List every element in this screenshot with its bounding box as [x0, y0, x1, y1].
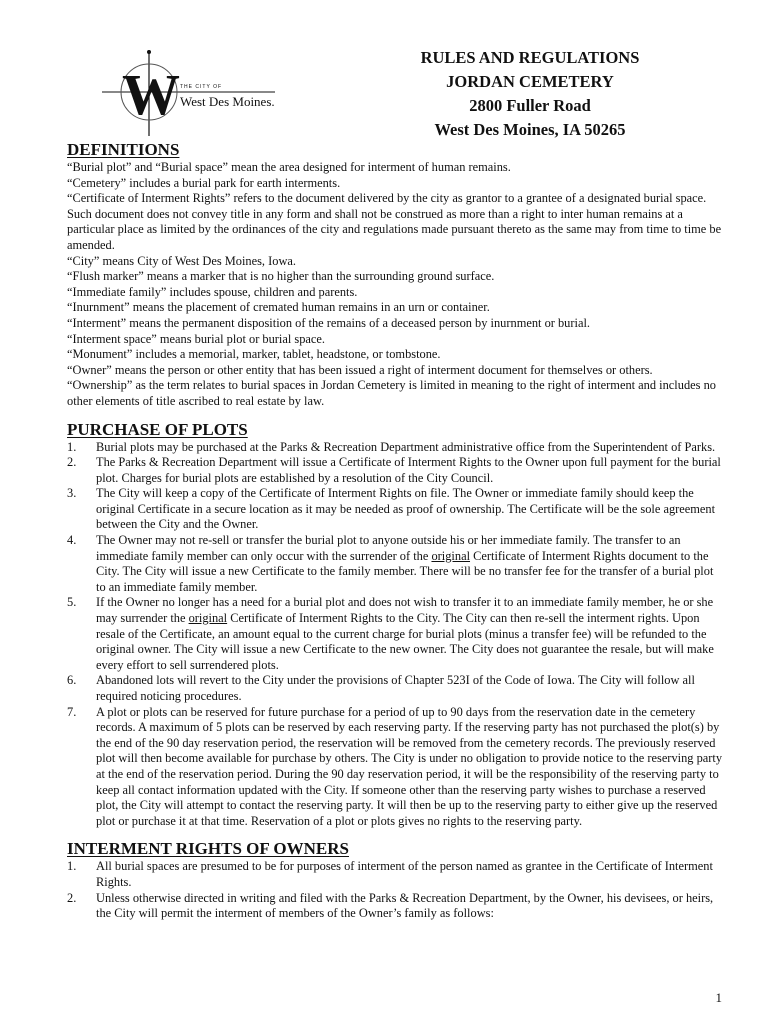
underlined-word: original	[431, 548, 471, 563]
title-line-2: JORDAN CEMETERY	[446, 72, 614, 91]
list-number: 1.	[67, 439, 77, 454]
list-item	[67, 486, 723, 533]
west-des-moines-logo-icon	[100, 48, 280, 138]
list-text: A plot or plots can be reserved for future purchase for a period of up to 90 days from the reservation date in the cemetery records. A maximum of 5 plots can be reserved by each reserving party. If the reserving party has not purchased the plot(s) by the end of the 90 day reservation period, the reservation will be removed from the cemetery records. The previously reserved plot will then become available for purchase by others. The City is under no obligation to provide notice to the reserving party at the end of the reservation period. During the 90 day reservation period, it will be the responsibility of the reserving party to keep all contact information updated with the City. If someone other than the reserving party wishes to purchase a reserved plot, the City will attempt to contact the reserving party. It will then be up to the reserving party to either give up the reserved plot or purchase it at that time. Reservation of a plot or plots gives no rights to the reserving party.	[96, 704, 723, 828]
title-line-1: RULES AND REGULATIONS	[420, 48, 640, 67]
list-number: 7.	[67, 704, 77, 719]
definition-item: “Burial plot” and “Burial space” mean the area designed for interment of human remains.	[67, 160, 511, 174]
list-text: Abandoned lots will revert to the City under the provisions of Chapter 523I of the Code of Iowa. The City will follow all required noticing procedures.	[96, 673, 695, 703]
definitions-heading: DEFINITIONS	[67, 140, 180, 159]
definition-item: “Interment space” means burial plot or burial space.	[67, 331, 326, 346]
logo-small-text: THE CITY OF	[180, 84, 223, 90]
list-item	[67, 533, 723, 595]
city-logo	[100, 48, 280, 138]
logo-city-name: West Des Moines.	[180, 94, 275, 109]
interment-rights-section	[67, 839, 723, 921]
definition-item: “Flush marker” means a marker that is no higher than the surrounding ground surface.	[67, 269, 495, 284]
definition-item: “Cemetery” includes a burial park for earth interments.	[67, 175, 341, 190]
list-text-pre: If the Owner no longer has a need for a burial plot and does not wish to transfer it to an immediate family member, he or she may surrender the	[96, 595, 714, 626]
definition-item: “Immediate family” includes spouse, children and parents.	[67, 284, 358, 299]
list-item	[67, 455, 723, 486]
interment-rights-list	[67, 859, 723, 921]
definition-item: “Monument” includes a memorial, marker, tablet, headstone, or tombstone.	[67, 347, 441, 362]
list-item	[67, 891, 723, 922]
list-text: All burial spaces are presumed to be for purposes of interment of the person named as grantee in the Certificate of Interment Rights.	[96, 859, 713, 889]
definition-item: “Ownership” as the term relates to burial spaces in Jordan Cemetery is limited in meaning to the right of interment and includes no other elements of title ascribed to real estate by law.	[67, 378, 716, 408]
definition-item: “Certificate of Interment Rights” refers to the document delivered by the city as grantor to a grantee of a designated burial space. Such document does not convey title in any form and shall not be construed as more than a right to inter human remains at a particular place as limited by the ordinances of the city and regulations made pursuant thereto as the same may from time to time be amended.	[67, 191, 722, 252]
list-item	[67, 859, 723, 890]
list-item	[67, 440, 723, 456]
list-number: 4.	[67, 533, 77, 548]
list-text: The Parks & Recreation Department will issue a Certificate of Interment Rights to the Owner upon full payment for the burial plot. Charges for burial plots are established by a resolution of the City Council.	[96, 455, 721, 485]
list-text: The City will keep a copy of the Certificate of Interment Rights on file. The Owner or immediate family should keep the original Certificate in a secure location as it may be needed as proof of ownership. The Certificate will be the sole agreement between the City and the Owner.	[96, 486, 716, 532]
list-number: 1.	[67, 859, 77, 874]
page-number: 1	[715, 990, 722, 1005]
purchase-list	[67, 440, 723, 830]
list-item	[67, 595, 723, 673]
list-text-post: Certificate of Interment Rights to the City. The City can then re-sell the interment rights. Upon resale of the Certificate, an amount equal to the current charge for burial plots (minus a transfer fee) will be refunded to the original owner. The City will issue a new Certificate to the new owner. The City does not guarantee the resale, but will make every effort to sell surrendered plots.	[96, 611, 714, 672]
list-item	[67, 673, 723, 704]
purchase-heading: PURCHASE OF PLOTS	[67, 419, 248, 439]
definitions-section	[67, 140, 723, 410]
list-text-post: Certificate of Interment Rights document to the City. The City will issue a new Certificate to the family member. There will be no transfer fee for the transfer of a burial plot to an immediate family member.	[96, 548, 714, 594]
list-number: 3.	[67, 486, 77, 501]
list-text: Burial plots may be purchased at the Parks & Recreation Department administrative office from the Superintendent of Parks.	[96, 439, 716, 454]
definition-item: “City” means City of West Des Moines, Iowa.	[67, 253, 296, 268]
list-number: 5.	[67, 595, 77, 610]
list-number: 2.	[67, 890, 77, 905]
list-item	[67, 705, 723, 830]
document-title	[320, 46, 740, 142]
list-text: Unless otherwise directed in writing and filed with the Parks & Recreation Department, by the Owner, his devisees, or heirs, the City will permit the interment of members of the Owner’s family as follows:	[96, 890, 714, 921]
list-number: 2.	[67, 455, 77, 470]
interment-rights-heading: INTERMENT RIGHTS OF OWNERS	[67, 839, 349, 859]
list-number: 6.	[67, 673, 77, 688]
title-line-4: West Des Moines, IA 50265	[434, 120, 626, 139]
purchase-section	[67, 420, 723, 830]
list-text-pre: The Owner may not re-sell or transfer the burial plot to anyone outside his or her immediate family. The transfer to an immediate family member can only occur with the surrender of the	[96, 533, 681, 563]
definition-item: “Owner” means the person or other entity that has been issued a right of interment document for themselves or others.	[67, 362, 653, 377]
underlined-word: original	[188, 611, 228, 626]
svg-text:W: W	[122, 62, 180, 127]
title-line-3: 2800 Fuller Road	[469, 96, 591, 115]
document-body	[67, 140, 723, 922]
definition-item: “Interment” means the permanent disposition of the remains of a deceased person by inurnment or burial.	[67, 315, 590, 330]
definition-item: “Inurnment” means the placement of cremated human remains in an urn or container.	[67, 300, 490, 315]
